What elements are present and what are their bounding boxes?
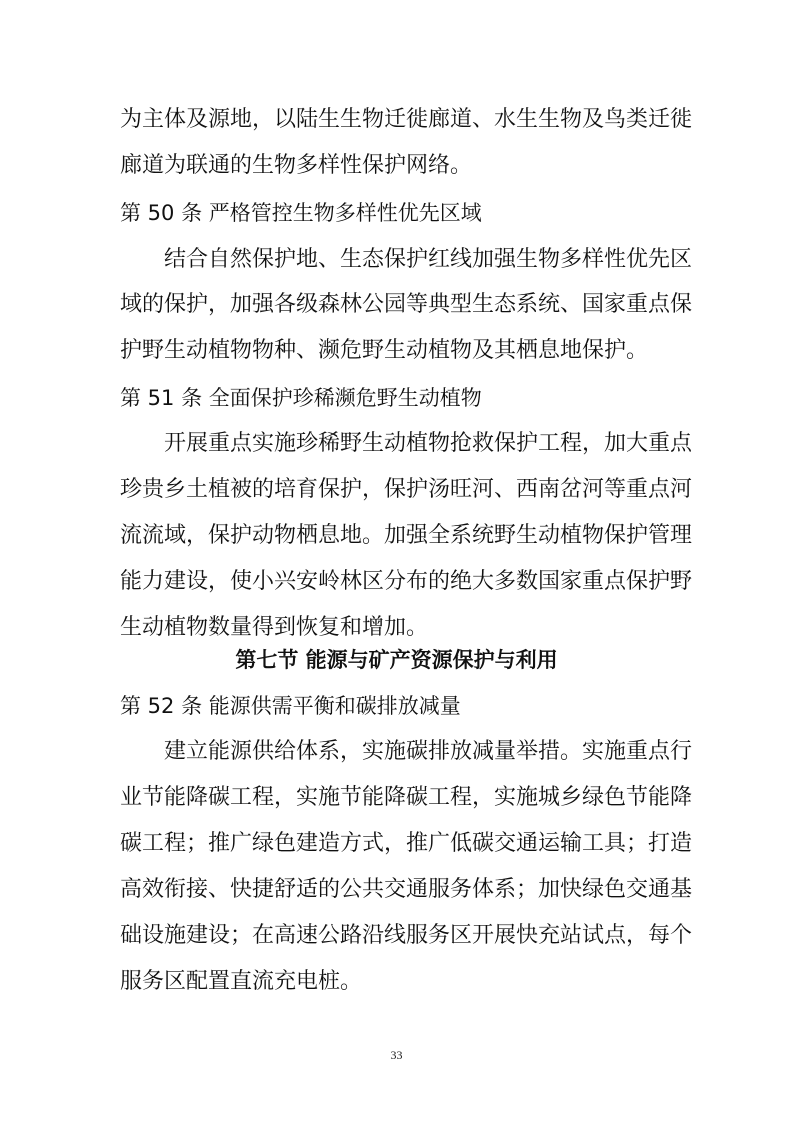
paragraph-line: 廊道为联通的生物多样性保护网络。 [120,153,473,178]
paragraph-line: 开展重点实施珍稀野生动植物抢救保护工程，加大重点 [164,431,693,456]
paragraph-line: 结合自然保护地、生态保护红线加强生物多样性优先区 [164,247,693,272]
paragraph-line: 为主体及源地，以陆生生物迁徙廊道、水生生物及鸟类迁徙 [120,107,693,132]
article-52-heading: 第 52 条 能源供需平衡和碳排放减量 [120,694,461,718]
paragraph-line: 础设施建设；在高速公路沿线服务区开展快充站试点，每个 [120,923,693,948]
paragraph-line: 珍贵乡土植被的培育保护，保护汤旺河、西南岔河等重点河 [120,477,693,502]
paragraph-line: 流流域，保护动物栖息地。加强全系统野生动植物保护管理 [120,523,693,548]
paragraph-line: 护野生动植物物种、濒危野生动植物及其栖息地保护。 [120,338,649,363]
paragraph-line: 建立能源供给体系，实施碳排放减量举措。实施重点行 [164,739,693,764]
paragraph-line: 域的保护，加强各级森林公园等典型生态系统、国家重点保 [120,292,693,317]
section-7-heading: 第七节 能源与矿产资源保护与利用 [235,648,558,672]
article-51-heading: 第 51 条 全面保护珍稀濒危野生动植物 [120,386,482,410]
paragraph-line: 碳工程；推广绿色建造方式，推广低碳交通运输工具；打造 [120,831,693,856]
paragraph-line: 生动植物数量得到恢复和增加。 [120,615,429,640]
page-number: 33 [390,1048,403,1062]
paragraph-line: 业节能降碳工程，实施节能降碳工程，实施城乡绿色节能降 [120,785,693,810]
paragraph-line: 服务区配置直流充电桩。 [120,969,363,994]
paragraph-line: 高效衔接、快捷舒适的公共交通服务体系；加快绿色交通基 [120,877,693,902]
paragraph-line: 能力建设，使小兴安岭林区分布的绝大多数国家重点保护野 [120,569,693,594]
article-50-heading: 第 50 条 严格管控生物多样性优先区域 [120,201,482,225]
